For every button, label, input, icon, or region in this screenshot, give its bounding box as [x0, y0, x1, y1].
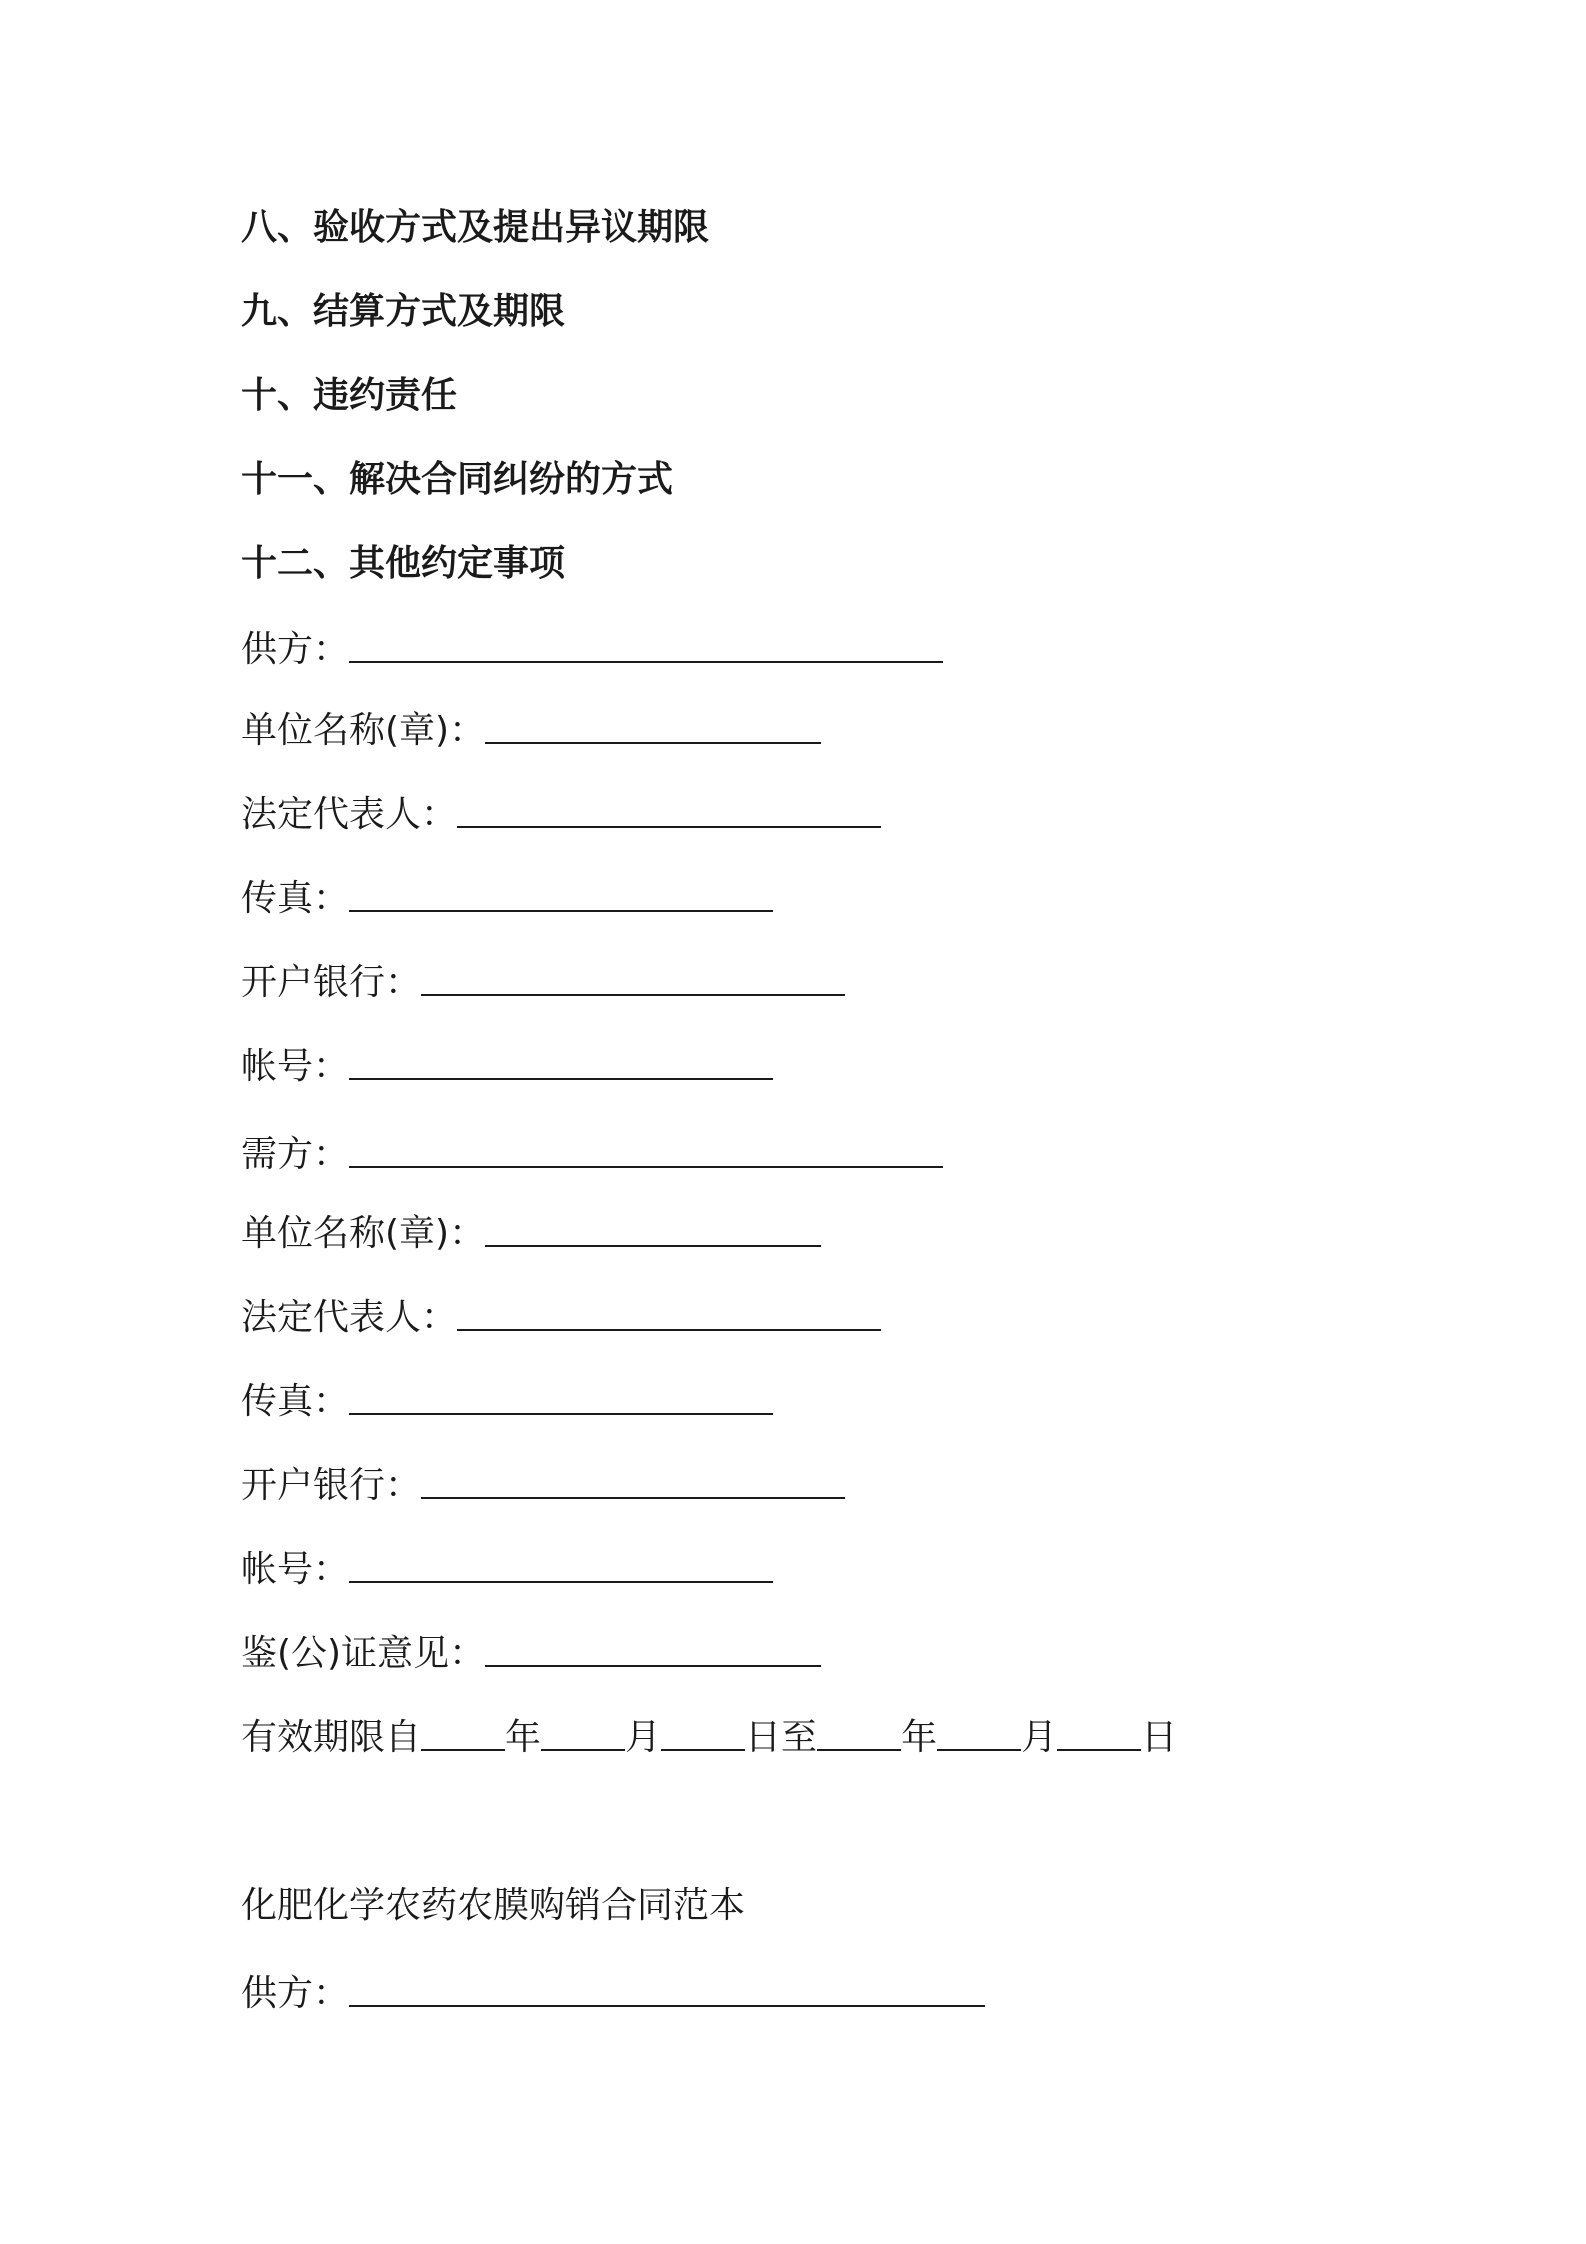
notary-blank[interactable] — [485, 1661, 821, 1667]
buyer-bank-label: 开户银行： — [241, 1465, 422, 1506]
section-9-heading: 九、结算方式及期限 — [241, 291, 566, 332]
validity-year1-label: 年 — [505, 1717, 542, 1758]
supplier-party-blank[interactable] — [349, 657, 943, 663]
section-10-heading: 十、违约责任 — [241, 375, 458, 416]
section-8-heading: 八、验收方式及提出异议期限 — [241, 207, 710, 248]
supplier-bank-label: 开户银行： — [241, 962, 422, 1003]
validity-prefix: 有效期限自 — [241, 1717, 422, 1758]
notary-label: 鉴(公)证意见： — [241, 1633, 486, 1674]
validity-month1-blank[interactable] — [541, 1745, 625, 1751]
supplier-account-label: 帐号： — [241, 1046, 350, 1087]
buyer-legal-rep-blank[interactable] — [457, 1325, 881, 1331]
next-doc-supplier-label: 供方： — [241, 1973, 350, 2014]
supplier-bank-row — [241, 961, 845, 1005]
validity-year2-label: 年 — [901, 1717, 938, 1758]
buyer-account-blank[interactable] — [349, 1577, 773, 1583]
validity-row — [241, 1716, 1177, 1760]
supplier-legal-rep-row — [241, 793, 881, 837]
buyer-legal-rep-row — [241, 1296, 881, 1340]
buyer-legal-rep-label: 法定代表人： — [241, 1297, 458, 1338]
supplier-party-label: 供方： — [241, 629, 350, 670]
buyer-party-blank[interactable] — [349, 1162, 943, 1168]
buyer-fax-label: 传真： — [241, 1381, 350, 1422]
supplier-legal-rep-blank[interactable] — [457, 822, 881, 828]
buyer-fax-row — [241, 1380, 773, 1424]
buyer-bank-row — [241, 1464, 845, 1508]
buyer-fax-blank[interactable] — [349, 1409, 773, 1415]
supplier-party-row — [241, 628, 943, 672]
supplier-fax-label: 传真： — [241, 878, 350, 919]
next-doc-supplier-row — [241, 1972, 985, 2016]
buyer-account-row — [241, 1548, 773, 1592]
validity-year2-blank[interactable] — [817, 1745, 901, 1751]
validity-day-to-label: 日至 — [745, 1717, 818, 1758]
supplier-bank-blank[interactable] — [421, 990, 845, 996]
buyer-unit-name-blank[interactable] — [485, 1241, 821, 1247]
next-doc-title: 化肥化学农药农膜购销合同范本 — [241, 1885, 746, 1926]
validity-year1-blank[interactable] — [421, 1745, 505, 1751]
section-12-heading: 十二、其他约定事项 — [241, 543, 566, 584]
supplier-unit-name-row — [241, 709, 821, 753]
buyer-account-label: 帐号： — [241, 1549, 350, 1590]
supplier-unit-name-label: 单位名称(章)： — [241, 710, 486, 751]
validity-month1-label: 月 — [625, 1717, 662, 1758]
supplier-account-blank[interactable] — [349, 1074, 773, 1080]
supplier-fax-blank[interactable] — [349, 906, 773, 912]
validity-day2-blank[interactable] — [1057, 1745, 1141, 1751]
buyer-party-label: 需方： — [241, 1134, 350, 1175]
buyer-bank-blank[interactable] — [421, 1493, 845, 1499]
buyer-party-row — [241, 1133, 943, 1177]
validity-month2-label: 月 — [1021, 1717, 1058, 1758]
buyer-unit-name-row — [241, 1212, 821, 1256]
validity-day2-label: 日 — [1141, 1717, 1178, 1758]
supplier-legal-rep-label: 法定代表人： — [241, 794, 458, 835]
section-11-heading: 十一、解决合同纠纷的方式 — [241, 459, 674, 500]
supplier-fax-row — [241, 877, 773, 921]
buyer-unit-name-label: 单位名称(章)： — [241, 1213, 486, 1254]
validity-month2-blank[interactable] — [937, 1745, 1021, 1751]
next-doc-supplier-blank[interactable] — [349, 2001, 985, 2007]
validity-day1-blank[interactable] — [661, 1745, 745, 1751]
notary-row — [241, 1632, 821, 1676]
supplier-unit-name-blank[interactable] — [485, 738, 821, 744]
supplier-account-row — [241, 1045, 773, 1089]
